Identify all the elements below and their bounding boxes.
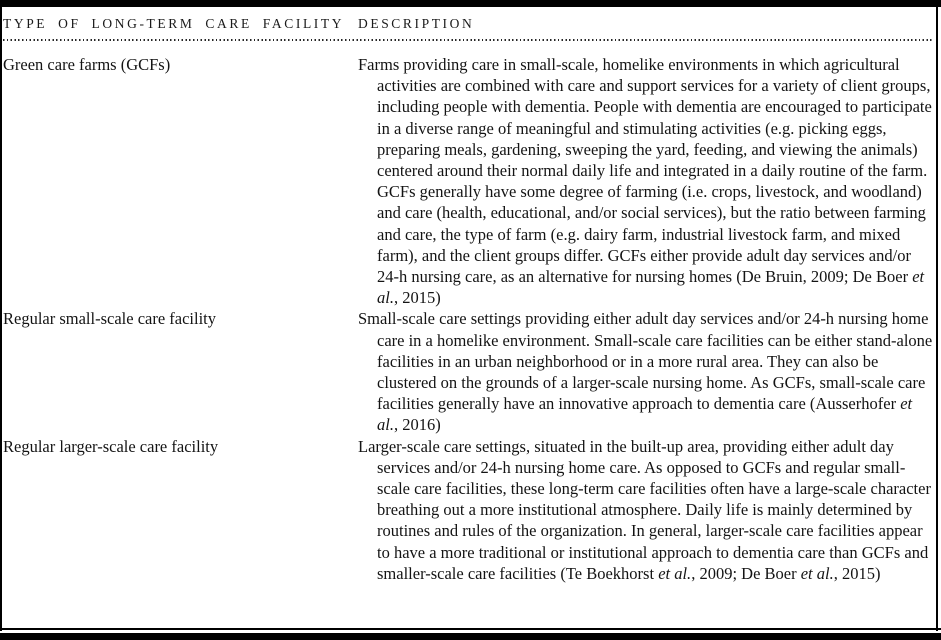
column-header-facility-type: TYPE OF LONG-TERM CARE FACILITY [3,16,345,31]
table-bottom-thick-rule [0,633,941,640]
facility-type-cell: Regular larger-scale care facility [3,436,219,456]
table-content [3,7,934,584]
column-header-description: DESCRIPTION [358,16,475,31]
facility-description-cell: Larger-scale care settings, situated in the built-up area, providing either adult day services and/or 24-h nursing home care. As opposed to GCFs and regular small-scale care facilities, these long-term care facilities often have a large-scale character breathing out a more institutional atmosphere. Daily life is mainly determined by routines and rules of the organization. In general, larger-scale care facilities appear to have a more traditional or institutional approach to dementia care than GCFs and smaller-scale care facilities (Te Boekhorst et al., 2009; De Boer et al., 2015) [358,436,931,583]
table-row [3,436,934,584]
facility-description-cell: Small-scale care settings providing either adult day services and/or 24-h nursing home care in a homelike environment. Small-scale care facilities can be either stand-alone facilities in an urban neighborhood or in a more rural area. They can also be clustered on the grounds of a larger-scale nursing home. As GCFs, small-scale care facilities generally have an innovative approach to dementia care (Ausserhofer et al., 2016) [358,309,933,435]
table-row [3,54,934,308]
table-bottom-thin-rule [0,628,941,630]
facility-type-cell: Regular small-scale care facility [3,309,217,329]
table-row [3,308,934,435]
table-body [3,41,934,584]
facility-type-cell: Green care farms (GCFs) [3,55,171,74]
table-right-rule [936,0,938,631]
table-left-rule [0,0,2,631]
table-top-rule [0,0,941,7]
facility-description-cell: Farms providing care in small-scale, homelike environments in which agricultural activities are combined with care and support services for a variety of client groups, including people with dementia. People with dementia are encouraged to participate in a diverse range of meaningful and stimulating activities (e.g. picking eggs, preparing meals, gardening, sweeping the yard, feeding, and viewing the animals) centered around their normal daily life and integrated in a daily routine of the farm. GCFs generally have some degree of farming (i.e. crops, livestock, and woodland) and care (health, educational, and/or social services), but the ratio between farming and care, the type of farm (e.g. dairy farm, industrial livestock farm, and mixed farm), and the client groups differ. GCFs either provide adult day services and/or 24-h nursing care, as an alternative for nursing homes (De Bruin, 2009; De Boer et al., 2015) [358,55,932,308]
table-header-row [3,7,934,39]
